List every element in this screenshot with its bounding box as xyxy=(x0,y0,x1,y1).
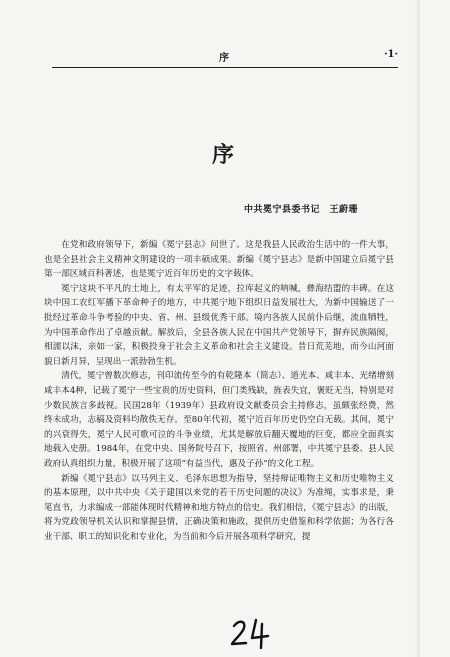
author-line: 中共冕宁县委书记 王蔚珊 xyxy=(243,205,358,215)
running-header-title: 序 xyxy=(219,53,231,64)
paragraph-3: 清代，冕宁曾数次修志，刊印流传至今的有乾隆本（简志）、道光本、咸丰本、光绪增刻咸丰本4种，记载了冕宁一些宝贵的历史资料，但门类残缺，旌表失宜，褒贬无当，特别是对少数民族言多歧视。民国28年（1939年）县政府设文献委员会主持修志，虽颇张经费，然终未成功，志稿及资料均散佚无存。至80年代初，冕宁近百年历史仍空白无载。其间，冕宁的兴衰得失，冕宁人民可歌可泣的斗争业绩，尤其是解放后翻天覆地的巨变，都应全面真实地载入史册。1984年，在党中央、国务院号召下，按照省、州部署，中共冕宁县委、县人民政府认真组织力量，积极开展了这项“有益当代，惠及子孙”的文化工程。 xyxy=(44,371,394,469)
paragraph-2: 冕宁这块不平凡的土地上，有太平军的足迹，拉库起义的呐喊，彝海结盟的丰碑。在这块中国工农红军播下革命种子的地方，中共冕宁地下组织日益发展壮大，为新中国输送了一批经过革命斗争考验的中央、省、州、县级优秀干部。境内各族人民前仆后继，流血牺牲，为中国革命作出了卓越贡献。解放后，全县各族人民在中国共产党领导下，摒弃民族隔阂，相濡以沫，亲如一家，积极投身于社会主义革命和社会主义建设。昔日荒芜地，而今山河面貌日新月异，呈现出一派勃勃生机。 xyxy=(44,283,394,367)
page-number: ·1· xyxy=(384,49,398,60)
body-text xyxy=(44,238,394,544)
running-header xyxy=(52,47,398,68)
page-edge-shadow xyxy=(414,0,420,657)
page-title: 序 xyxy=(211,142,238,168)
handwritten-signature xyxy=(228,616,276,650)
paragraph-4: 新编《冕宁县志》以马列主义、毛泽东思想为指导，坚持辩证唯物主义和历史唯物主义的基本原理，以中共中央《关于建国以来党的若干历史问题的决议》为准绳，实事求是，秉笔直书，力求编成一部能体现时代精神和地方特点的信史。我们相信，《冕宁县志》的出版，将为党政领导机关认识和掌握县情，正确决策和施政，提供历史借鉴和科学依据；为各行各业干部、职工的知识化和专业化，为当前和今后开展各项科学研究，提 xyxy=(44,473,394,542)
paragraph-1: 在党和政府领导下，新编《冕宁县志》问世了。这是我县人民政治生活中的一件大事，也是全县社会主义精神文明建设的一项丰硕成果。新编《冕宁县志》是新中国建立后冕宁县第一部区域百科著述，也是冕宁近百年历史的文字载体。 xyxy=(44,240,394,280)
